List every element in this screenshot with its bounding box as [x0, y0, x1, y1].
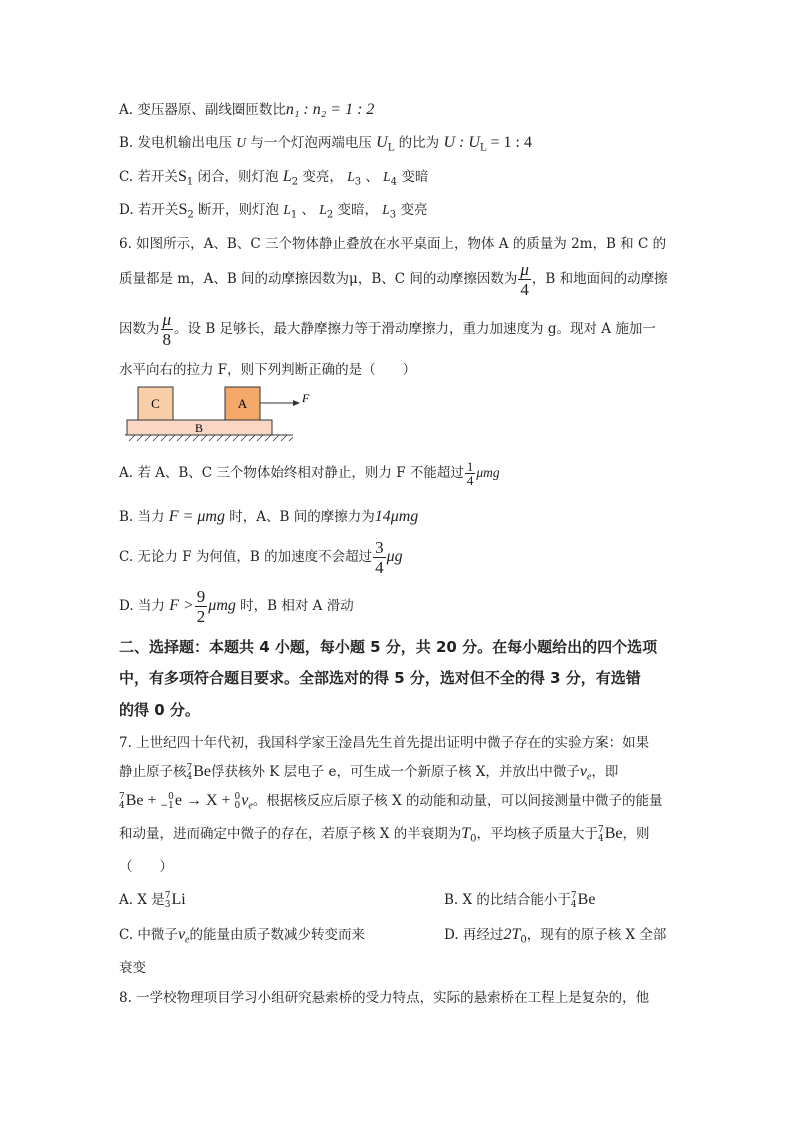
q6-option-a: A. 若 A、B、C 三个物体始终相对静止，则力 F 不能超过 $\frac{1}{4}$ μmg: [119, 459, 500, 488]
block-c-label: C: [151, 396, 160, 411]
q6-line-1: 6. 如图所示，A、B、C 三个物体静止叠放在水平桌面上，物体 A 的质量为 2m，B 和 C 的: [119, 236, 667, 252]
q7-option-c: C. 中微子$\nu_e$的能量由质子数减少转变而来: [119, 926, 365, 946]
ground-hatch: [129, 435, 293, 441]
q5-option-d: D. 若开关$S_2$ 断开，则灯泡 $L_1$ 、 $L_2$ 变暗， $L_3$ 变亮: [119, 201, 428, 221]
q6-line-2: 质量都是 m，A、B 间的动摩擦因数为μ，B、C 间的动摩擦因数为 $\frac{\mu}{4}$ ，B 和地面间的动摩擦: [119, 260, 668, 299]
q7-option-d: D. 再经过$2T_0$，现有的原子核 X 全部: [444, 926, 667, 946]
q5-option-a: A. 变压器原、副线圈匝数比n₁ : n₂ = 1 : 2: [119, 101, 375, 118]
fraction-mu-over-4: $\frac{\mu}{4}$: [520, 260, 529, 299]
section-2-line-2: 中，有多项符合题目要求。全部选对的得 5 分，选对但不全的得 3 分，有选错: [119, 669, 641, 687]
q6-line-3: 因数为 $\frac{\mu}{8}$ 。设 B 足够长，最大静摩擦力等于滑动摩擦力，重力加速度为 g。现对 A 施加一: [119, 310, 656, 349]
q5-option-b: B. 发电机输出电压 U 与一个灯泡两端电压 $U_L$ 的比为 U : $U_L = 1$ : 4: [119, 134, 532, 154]
section-2-line-3: 的得 0 分。: [119, 701, 200, 719]
q6-line-4: 水平向右的拉力 F，则下列判断正确的是（ ）: [119, 362, 417, 378]
q7-line-3-equation: 7 4 Be + 0 −1 e → X + 0 0 $\nu_e$。根据核反应后原子核 X 的动能和动量，可以间接测量中微子的能量: [119, 791, 663, 812]
q6-option-d: D. 当力 F > $\frac{9}{2}$ μmg 时，B 相对 A 滑动: [119, 587, 354, 626]
q7-option-d-continued: 衰变: [119, 960, 146, 976]
block-a-label: A: [237, 396, 248, 411]
fraction-mu-over-8: $\frac{\mu}{8}$: [162, 310, 172, 349]
q6-option-c: C. 无论力 F 为何值，B 的加速度不会超过 $\frac{3}{4}$ μg: [119, 538, 403, 577]
q7-line-1: 7. 上世纪四十年代初，我国科学家王淦昌先生首先提出证明中微子存在的实验方案：如果: [119, 735, 650, 751]
q7-option-a: A. X 是 7 3 Li: [119, 890, 186, 910]
q5-option-c: C. 若开关$S_1$ 闭合，则灯泡 $L_2$ 变亮， $L_3$ 、 $L_4$ 变暗: [119, 168, 429, 188]
section-2-line-1: 二、选择题：本题共 4 小题，每小题 5 分，共 20 分。在每小题给出的四个选项: [119, 638, 658, 656]
q7-line-2: 静止原子核 7 4 Be俘获核外 K 层电子 e，可生成一个新原子核 X，并放出中微子$\nu_e$，即: [119, 762, 619, 783]
q5-a-formula: n₁ : n₂ = 1 : 2: [285, 101, 375, 118]
q8-line-1: 8. 一学校物理项目学习小组研究悬索桥的受力特点，实际的悬索桥在工程上是复杂的，他: [119, 990, 650, 1006]
force-arrow-head: [293, 400, 300, 406]
force-label: F: [302, 391, 310, 405]
q6-option-b: B. 当力 F = μmg 时，A、B 间的摩擦力为14μmg: [119, 508, 419, 525]
q7-option-b: B. X 的比结合能小于 7 4 Be: [444, 890, 596, 910]
q7-line-5: （ ）: [119, 859, 173, 875]
block-b-label: B: [194, 421, 204, 435]
blocks-figure: [125, 382, 310, 442]
q7-line-4: 和动量，进而确定中微子的存在，若原子核 X 的半衰期为$T_0$，平均核子质量大于 7 4 Be，则: [119, 824, 650, 845]
